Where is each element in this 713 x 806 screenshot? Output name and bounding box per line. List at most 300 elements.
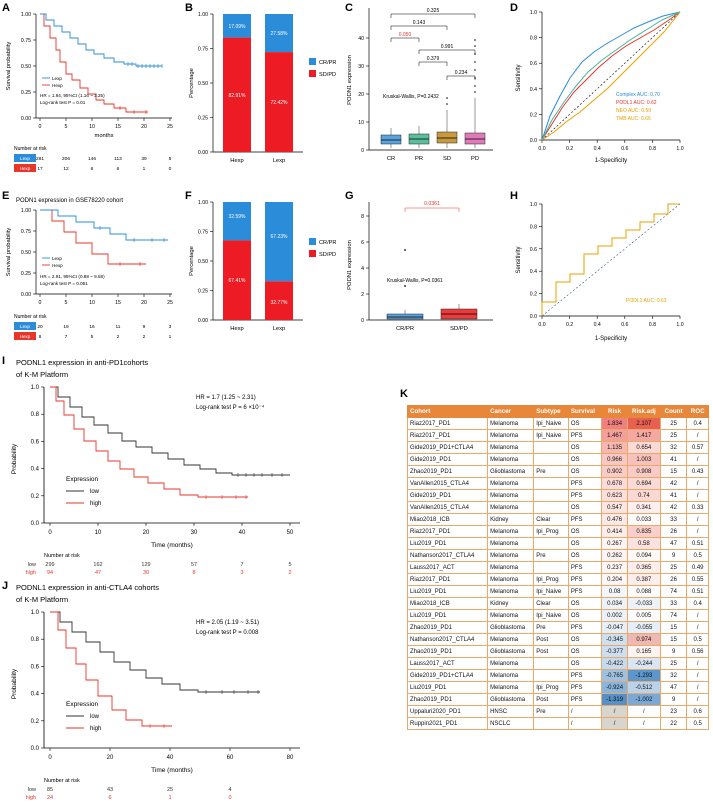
table-row — [408, 466, 709, 478]
panel-c-p-5: 0.234 — [454, 70, 468, 76]
svg-text:10: 10 — [89, 124, 95, 130]
svg-text:1.0: 1.0 — [529, 202, 537, 208]
cell-cancer: Glioblastoma — [488, 646, 534, 658]
panel-j-logrank: Log-rank test P = 0.008 — [196, 630, 259, 636]
cell-cancer: Melanoma — [488, 670, 534, 682]
cell-count: 9 — [660, 646, 686, 658]
cell-risk-adj: 0.835 — [627, 526, 660, 538]
cell-risk: -0.345 — [602, 634, 627, 646]
panel-a-legend-hexp: Hexp — [52, 83, 63, 88]
cell-cohort: Riaz2017_PD1 — [408, 418, 488, 430]
panel-d-xlabel: 1-Specificity — [594, 158, 628, 164]
svg-text:206: 206 — [61, 157, 71, 162]
svg-text:0.25: 0.25 — [20, 271, 31, 277]
svg-text:0.00: 0.00 — [20, 292, 31, 298]
cell-count: 25 — [660, 658, 686, 670]
panel-f-label: F — [185, 190, 192, 202]
cell-subtype: Clear — [534, 598, 569, 610]
svg-text:0: 0 — [38, 300, 42, 306]
cell-cancer: Melanoma — [488, 610, 534, 622]
svg-text:0: 0 — [228, 795, 232, 801]
cell-roc: 0.56 — [687, 646, 709, 658]
cell-cancer: Melanoma — [488, 418, 534, 430]
table-body — [408, 418, 709, 730]
cell-cancer: Melanoma — [488, 454, 534, 466]
cell-cohort: Liu2019_PD1 — [408, 538, 488, 550]
panel-b-hexp-top-label: 17.09% — [228, 24, 246, 30]
cell-cancer: Glioblastoma — [488, 622, 534, 634]
cell-cancer: Melanoma — [488, 478, 534, 490]
table-header-row — [408, 406, 709, 418]
svg-text:60: 60 — [226, 755, 234, 761]
svg-text:25: 25 — [167, 124, 173, 130]
panel-h-legend-0: PODL1 AUC: 0.63 — [626, 298, 667, 304]
svg-text:25: 25 — [167, 300, 173, 306]
panel-i-legend-title: Expression — [66, 476, 99, 483]
svg-text:129: 129 — [141, 562, 151, 568]
svg-text:0.75: 0.75 — [20, 229, 31, 235]
svg-text:17: 17 — [37, 167, 43, 172]
svg-text:0.0: 0.0 — [30, 746, 39, 752]
svg-text:40: 40 — [358, 36, 364, 42]
cell-roc: 0.5 — [687, 718, 709, 730]
panel-j-hr: HR = 2.05 (1.19 ~ 3.51) — [196, 620, 260, 626]
cell-survival: OS — [568, 634, 602, 646]
cell-survival: PFS — [568, 574, 602, 586]
panel-f-lexp-bottom-label: 32.77% — [270, 300, 288, 306]
cell-count: 26 — [660, 526, 686, 538]
table-row — [408, 586, 709, 598]
cell-cohort: Riaz2017_PD1 — [408, 526, 488, 538]
cell-cohort: Lauss2017_ACT — [408, 658, 488, 670]
panel-g-xtick-1: SD/PD — [450, 326, 468, 332]
cell-risk: 0.414 — [602, 526, 627, 538]
cell-roc: / — [687, 490, 709, 502]
cell-count: 74 — [660, 586, 686, 598]
panel-e-legend-hexp: Hexp — [52, 263, 63, 268]
cell-cohort: Liu2019_PD1 — [408, 586, 488, 598]
cell-count: 33 — [660, 514, 686, 526]
cell-cancer: NSCLC — [488, 718, 534, 730]
svg-text:0.8: 0.8 — [648, 146, 657, 152]
cell-count: 15 — [660, 634, 686, 646]
svg-text:10: 10 — [94, 530, 102, 536]
cell-survival: / — [568, 706, 602, 718]
svg-text:1: 1 — [168, 795, 172, 801]
cell-subtype: Clear — [534, 514, 569, 526]
cell-subtype: Ipi_Naive — [534, 430, 569, 442]
cell-subtype: Pre — [534, 706, 569, 718]
cell-subtype: Pre — [534, 550, 569, 562]
cell-survival: OS — [568, 442, 602, 454]
svg-text:113: 113 — [114, 157, 122, 162]
panel-a — [0, 0, 180, 190]
cell-survival: OS — [568, 526, 602, 538]
panel-i-plot — [0, 355, 400, 580]
svg-text:0.6: 0.6 — [529, 61, 537, 68]
panel-f-xtick-0: Hexp — [230, 326, 244, 332]
table-row — [408, 490, 709, 502]
cell-survival: PFS — [568, 682, 602, 694]
panel-f-xtick-1: Lexp — [272, 326, 286, 332]
table-row — [408, 610, 709, 622]
cell-cohort: Zhao2019_PD1 — [408, 694, 488, 706]
cell-cohort: Miao2018_ICB — [408, 598, 488, 610]
cell-cancer: Glioblastoma — [488, 466, 534, 478]
svg-text:Hexp: Hexp — [19, 334, 31, 339]
svg-text:0.2: 0.2 — [565, 146, 574, 152]
cell-survival: PFS — [568, 514, 602, 526]
cell-survival: OS — [568, 598, 602, 610]
svg-text:1.0: 1.0 — [30, 610, 39, 616]
cell-risk-adj: 1.003 — [627, 454, 660, 466]
cell-cancer: Melanoma — [488, 682, 534, 694]
cell-subtype — [534, 538, 569, 550]
cell-count: 47 — [660, 682, 686, 694]
panel-j-ylabel: Probability — [11, 668, 18, 700]
panel-h-plot — [508, 190, 713, 355]
cell-count: 41 — [660, 490, 686, 502]
cell-cohort: Gide2019_PD1 — [408, 454, 488, 466]
th-survival: Survival — [568, 406, 602, 418]
th-count: Count — [660, 406, 686, 418]
cell-survival: OS — [568, 454, 602, 466]
panel-c-p-4: 0.379 — [426, 56, 440, 62]
cell-subtype — [534, 442, 569, 454]
panel-j — [0, 580, 400, 806]
svg-text:1.00: 1.00 — [20, 12, 31, 18]
panel-i-title1: PODNL1 expression in anti-PD1cohorts — [16, 358, 149, 367]
svg-text:80: 80 — [286, 755, 294, 761]
cell-count: 15 — [660, 622, 686, 634]
svg-text:4: 4 — [228, 787, 232, 793]
svg-text:30: 30 — [190, 530, 198, 536]
svg-text:0: 0 — [168, 167, 172, 172]
cell-risk: / — [602, 718, 627, 730]
cell-subtype: Pre — [534, 622, 569, 634]
panel-e-plot — [0, 190, 180, 355]
cell-roc: 0.49 — [687, 562, 709, 574]
panel-d — [508, 0, 713, 190]
cell-count: 33 — [660, 598, 686, 610]
cell-risk: 0.678 — [602, 478, 627, 490]
cell-risk-adj: 0.365 — [627, 562, 660, 574]
svg-text:5: 5 — [288, 562, 292, 568]
svg-text:3: 3 — [168, 325, 172, 330]
svg-text:0.25: 0.25 — [197, 288, 208, 295]
svg-text:281: 281 — [35, 157, 45, 162]
cell-count: 9 — [660, 550, 686, 562]
svg-text:0.25: 0.25 — [20, 90, 31, 96]
panel-a-xlabel: months — [94, 133, 114, 139]
panel-h — [508, 190, 713, 355]
cell-cancer: Melanoma — [488, 574, 534, 586]
panel-g-label: G — [345, 190, 354, 202]
svg-text:0.8: 0.8 — [30, 412, 39, 419]
table-row — [408, 502, 709, 514]
panel-a-logrank: Log-rank test P = 0.01 — [40, 100, 86, 105]
cell-risk: 0.547 — [602, 502, 627, 514]
cell-roc: / — [687, 658, 709, 670]
cell-count: 32 — [660, 442, 686, 454]
cell-roc: / — [687, 622, 709, 634]
cell-subtype — [534, 562, 569, 574]
panel-i-legend-low: low — [90, 489, 100, 495]
table-row — [408, 442, 709, 454]
cell-risk: / — [602, 706, 627, 718]
panel-c-p-1: 0.143 — [412, 20, 426, 26]
cell-risk: 0.08 — [602, 586, 627, 598]
table-row — [408, 658, 709, 670]
cell-cohort: VanAllen2015_CTLA4 — [408, 478, 488, 490]
cell-risk: 1.834 — [602, 418, 627, 430]
table-row — [408, 478, 709, 490]
cell-risk: 0.623 — [602, 490, 627, 502]
cell-count: 25 — [660, 418, 686, 430]
th-cohort: Cohort — [408, 406, 488, 418]
panel-i — [0, 355, 400, 580]
cell-risk-adj: 0.58 — [627, 538, 660, 550]
svg-text:0.00: 0.00 — [197, 318, 208, 324]
cell-cancer: Melanoma — [488, 634, 534, 646]
cell-risk-adj: -0.512 — [627, 682, 660, 694]
svg-text:20: 20 — [358, 92, 364, 98]
svg-text:0.8: 0.8 — [648, 322, 657, 328]
panel-c-p-3: 0.991 — [440, 44, 454, 50]
cell-subtype — [534, 478, 569, 490]
cell-survival: OS — [568, 466, 602, 478]
svg-text:0.4: 0.4 — [529, 86, 537, 93]
cell-risk: 1.135 — [602, 442, 627, 454]
cell-cancer: Glioblastoma — [488, 694, 534, 706]
cell-roc: 0.33 — [687, 502, 709, 514]
th-roc: ROC — [687, 406, 709, 418]
svg-text:10: 10 — [358, 120, 364, 126]
cell-cohort: Zhao2019_PD1 — [408, 646, 488, 658]
cell-risk: 1.467 — [602, 430, 627, 442]
cell-risk: -0.924 — [602, 682, 627, 694]
cell-subtype: Post — [534, 694, 569, 706]
svg-text:43: 43 — [106, 787, 114, 793]
panel-a-legend-lexp: Lexp — [52, 76, 62, 81]
svg-text:20: 20 — [141, 300, 147, 306]
cell-cancer: Kidney — [488, 514, 534, 526]
cell-risk-adj: 0.694 — [627, 478, 660, 490]
svg-text:40: 40 — [166, 755, 174, 761]
table-row — [408, 514, 709, 526]
cell-cohort: Gide2019_PD1+CTLA4 — [408, 442, 488, 454]
panel-a-ylabel: Survival probability — [6, 41, 12, 91]
svg-text:1.00: 1.00 — [20, 208, 31, 214]
panel-c-plot — [343, 0, 508, 190]
cell-count: 26 — [660, 574, 686, 586]
panel-g-xtick-0: CR/PR — [395, 326, 415, 332]
svg-text:20: 20 — [37, 325, 43, 330]
cell-risk-adj: 0.088 — [627, 586, 660, 598]
panel-e-legend-lexp: Lexp — [52, 256, 62, 261]
svg-text:0.75: 0.75 — [20, 38, 31, 44]
cell-risk-adj: 0.005 — [627, 610, 660, 622]
cell-roc: / — [687, 454, 709, 466]
cell-subtype: Pre — [534, 466, 569, 478]
table-row — [408, 646, 709, 658]
svg-text:0.8: 0.8 — [529, 224, 537, 231]
panel-j-legend-high: high — [90, 726, 102, 732]
cell-cohort: Miao2018_ICB — [408, 514, 488, 526]
cell-cohort: Gide2019_PD1 — [408, 490, 488, 502]
panel-f-lexp-top-label: 67.23% — [270, 234, 288, 240]
svg-text:0.4: 0.4 — [593, 146, 601, 152]
cell-subtype — [534, 718, 569, 730]
panel-b-legend-sdpd: SD/PD — [319, 72, 337, 78]
cell-cohort: Nathanson2017_CTLA4 — [408, 634, 488, 646]
cell-risk: 0.902 — [602, 466, 627, 478]
cell-count: 9 — [660, 694, 686, 706]
panel-j-legend-title: Expression — [66, 701, 99, 708]
svg-text:0: 0 — [361, 148, 364, 154]
cell-survival: PFS — [568, 586, 602, 598]
table-row — [408, 430, 709, 442]
th-subtype: Subtype — [534, 406, 569, 418]
svg-text:0.0: 0.0 — [538, 146, 546, 152]
cell-risk: 0.002 — [602, 610, 627, 622]
svg-text:85: 85 — [46, 787, 54, 793]
svg-text:2: 2 — [142, 335, 146, 340]
cell-subtype: Ipi_Prog — [534, 682, 569, 694]
cell-cancer: Melanoma — [488, 430, 534, 442]
panel-b-lexp-bottom-label: 72.42% — [270, 100, 288, 106]
svg-text:11: 11 — [115, 325, 121, 330]
panel-g — [343, 190, 508, 355]
cell-risk-adj: -0.033 — [627, 598, 660, 610]
panel-c-label: C — [345, 2, 353, 14]
cell-count: 42 — [660, 478, 686, 490]
th-risk: Risk — [602, 406, 627, 418]
cell-roc: / — [687, 694, 709, 706]
cell-roc: / — [687, 478, 709, 490]
cell-risk-adj: 1.417 — [627, 430, 660, 442]
cell-cancer: Melanoma — [488, 586, 534, 598]
panel-i-ylabel: Probability — [11, 443, 18, 475]
svg-text:0.6: 0.6 — [621, 146, 629, 152]
cell-cancer: Melanoma — [488, 490, 534, 502]
panel-a-plot — [0, 0, 180, 190]
cell-risk: 0.034 — [602, 598, 627, 610]
results-table — [407, 405, 709, 730]
table-row — [408, 538, 709, 550]
svg-text:1: 1 — [142, 167, 146, 172]
svg-text:5: 5 — [168, 157, 172, 162]
cell-risk-adj: 0.341 — [627, 502, 660, 514]
panel-e-title: PODN1 expression in GSE78220 cohort — [16, 198, 124, 204]
svg-text:0.0: 0.0 — [538, 322, 546, 328]
cell-risk-adj: 0.387 — [627, 574, 660, 586]
panel-j-plot — [0, 580, 400, 806]
svg-text:Lexp: Lexp — [20, 324, 30, 329]
panel-i-label: I — [2, 355, 6, 367]
cell-subtype: Ipi_Prog — [534, 574, 569, 586]
cell-subtype: Post — [534, 646, 569, 658]
panel-a-label: A — [2, 2, 10, 14]
panel-f — [183, 190, 343, 355]
cell-roc: / — [687, 610, 709, 622]
svg-text:1.00: 1.00 — [197, 200, 208, 206]
svg-text:0.50: 0.50 — [197, 81, 208, 87]
svg-text:3: 3 — [240, 570, 244, 576]
svg-text:20: 20 — [142, 530, 150, 536]
cell-roc: 0.43 — [687, 466, 709, 478]
panel-f-plot — [183, 190, 343, 355]
cell-roc: 0.5 — [687, 634, 709, 646]
cell-roc: 0.4 — [687, 418, 709, 430]
svg-text:0.4: 0.4 — [30, 691, 39, 698]
panel-c-xtick-0: CR — [386, 156, 396, 162]
panel-c-ylabel: PODN1 expression — [347, 55, 353, 105]
svg-text:low: low — [27, 562, 36, 568]
table-row — [408, 706, 709, 718]
panel-d-label: D — [510, 2, 518, 14]
cell-risk-adj: -1.293 — [627, 670, 660, 682]
table-row — [408, 418, 709, 430]
svg-text:0.8: 0.8 — [30, 637, 39, 644]
svg-text:1: 1 — [168, 335, 172, 340]
panel-a-risk-title: Number at risk — [14, 146, 47, 152]
cell-count: 41 — [660, 454, 686, 466]
cell-cancer: Melanoma — [488, 562, 534, 574]
svg-text:0.75: 0.75 — [197, 229, 208, 236]
panel-a-risk-row-0-name: Lexp — [20, 156, 30, 161]
table-row — [408, 598, 709, 610]
panel-g-plot — [343, 190, 508, 355]
cell-cancer: Kidney — [488, 598, 534, 610]
cell-cohort: Zhao2019_PD1 — [408, 622, 488, 634]
svg-text:1.0: 1.0 — [30, 385, 39, 391]
svg-text:0: 0 — [48, 755, 52, 761]
svg-text:0.2: 0.2 — [30, 493, 39, 500]
cell-count: 23 — [660, 706, 686, 718]
svg-text:25: 25 — [166, 787, 174, 793]
svg-text:0.4: 0.4 — [593, 322, 601, 328]
cell-roc: 0.4 — [687, 598, 709, 610]
table-row — [408, 694, 709, 706]
svg-text:0.50: 0.50 — [20, 64, 31, 70]
svg-text:0.2: 0.2 — [529, 291, 537, 298]
cell-risk-adj: -0.244 — [627, 658, 660, 670]
panel-h-ylabel: Sensitivity — [516, 246, 522, 274]
svg-text:15: 15 — [115, 300, 121, 306]
panel-j-title2: of K-M Platform — [16, 595, 69, 604]
svg-text:0: 0 — [38, 124, 42, 130]
th-risk-adj: Risk.adj — [627, 406, 660, 418]
cell-cohort: Ruppin2021_PD1 — [408, 718, 488, 730]
svg-text:0.00: 0.00 — [197, 150, 208, 156]
cell-survival: PFS — [568, 670, 602, 682]
svg-text:50: 50 — [286, 530, 294, 536]
cell-survival: / — [568, 718, 602, 730]
panel-j-legend-low: low — [90, 714, 100, 720]
panel-d-legend-1: PODL1 AUC: 0.62 — [616, 100, 657, 106]
cell-risk-adj: / — [627, 718, 660, 730]
svg-text:47: 47 — [94, 570, 102, 576]
svg-text:94: 94 — [46, 570, 54, 576]
cell-cancer: Melanoma — [488, 502, 534, 514]
table-row — [408, 634, 709, 646]
svg-text:15: 15 — [115, 124, 121, 130]
svg-text:7: 7 — [64, 335, 68, 340]
cell-count: 22 — [660, 718, 686, 730]
panel-d-plot — [508, 0, 713, 190]
cell-roc: 0.51 — [687, 586, 709, 598]
